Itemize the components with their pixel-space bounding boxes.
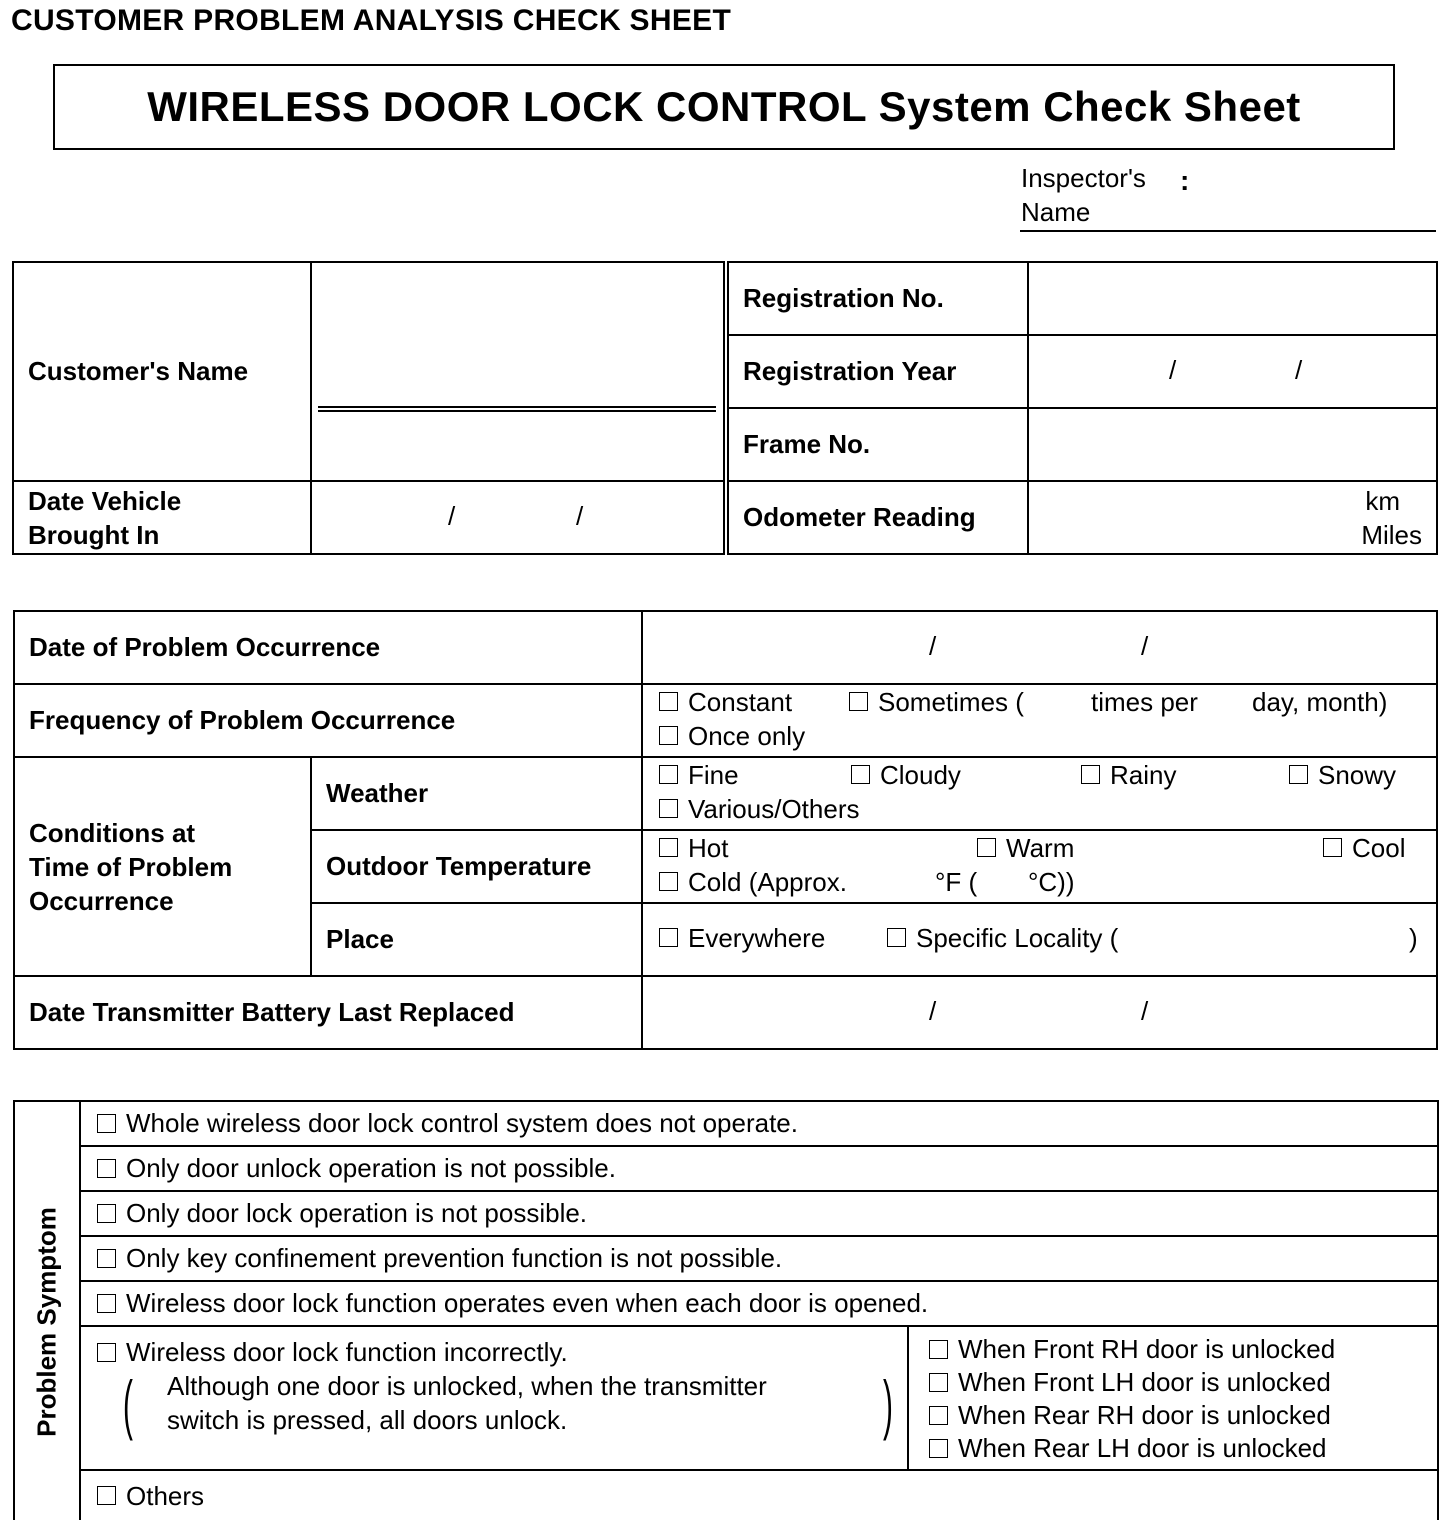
temp-celsius: °C)) bbox=[1028, 866, 1075, 897]
checkbox[interactable] bbox=[1289, 765, 1308, 784]
problem-symptom-table bbox=[13, 1100, 1439, 1520]
checkbox[interactable] bbox=[659, 928, 678, 947]
problem-symptom-label: Problem Symptom bbox=[14, 1101, 80, 1520]
weather-label: Weather bbox=[311, 757, 642, 830]
checkbox[interactable] bbox=[929, 1439, 948, 1458]
inspector-name-field[interactable] bbox=[1020, 230, 1436, 232]
inspector-name-label bbox=[1021, 161, 1146, 229]
checkbox[interactable] bbox=[659, 692, 678, 711]
freq-sometimes-option[interactable]: Sometimes ( bbox=[849, 687, 1024, 718]
checkbox[interactable] bbox=[849, 692, 868, 711]
checkbox[interactable] bbox=[97, 1249, 116, 1268]
date-occurrence-label: Date of Problem Occurrence bbox=[14, 611, 642, 684]
freq-times-per: times per bbox=[1091, 686, 1198, 717]
symptom-row[interactable]: Only door lock operation is not possible. bbox=[80, 1191, 1438, 1236]
frame-no-label: Frame No. bbox=[726, 408, 1028, 481]
symptom-incorrect-row[interactable]: Wireless door lock function incorrectly. ( Although one door is unlocked, when the transmitter switch is pressed, all doors unlock. ) bbox=[80, 1326, 908, 1470]
freq-once-option[interactable]: Once only bbox=[659, 721, 805, 752]
vehicle-info-table bbox=[12, 261, 1438, 555]
customer-name-underline bbox=[318, 406, 716, 412]
checkbox[interactable] bbox=[659, 726, 678, 745]
weather-snowy-option[interactable]: Snowy bbox=[1289, 760, 1396, 791]
date-slash: / bbox=[1295, 354, 1303, 385]
registration-year-label: Registration Year bbox=[726, 335, 1028, 408]
battery-replaced-field[interactable] bbox=[642, 976, 1437, 1049]
weather-cloudy-option[interactable]: Cloudy bbox=[851, 760, 961, 791]
symptom-row[interactable]: Only door unlock operation is not possible. bbox=[80, 1146, 1438, 1191]
title-box bbox=[53, 64, 1395, 150]
customer-name-field[interactable] bbox=[311, 262, 726, 481]
symptom-row[interactable]: Whole wireless door lock control system does not operate. bbox=[80, 1101, 1438, 1146]
checkbox[interactable] bbox=[851, 765, 870, 784]
temp-cold-option[interactable]: Cold (Approx. bbox=[659, 867, 847, 898]
checkbox[interactable] bbox=[97, 1114, 116, 1133]
customer-name-label: Customer's Name bbox=[13, 262, 311, 481]
place-everywhere-option[interactable]: Everywhere bbox=[659, 923, 825, 954]
inspector-label-line2: Name bbox=[1021, 197, 1091, 227]
door-rear-lh-option[interactable]: When Rear LH door is unlocked bbox=[929, 1432, 1421, 1465]
temp-cool-option[interactable]: Cool bbox=[1323, 833, 1405, 864]
checkbox[interactable] bbox=[97, 1486, 116, 1505]
page-title: WIRELESS DOOR LOCK CONTROL System Check Sheet bbox=[147, 83, 1301, 130]
date-brought-in-label: Date Vehicle Brought In bbox=[13, 481, 311, 554]
checkbox[interactable] bbox=[1323, 838, 1342, 857]
symptom-row[interactable]: Wireless door lock function operates even when each door is opened. bbox=[80, 1281, 1438, 1326]
weather-fine-option[interactable]: Fine bbox=[659, 760, 739, 791]
km-unit: km bbox=[1365, 485, 1400, 516]
miles-unit: Miles bbox=[1361, 519, 1422, 550]
checkbox[interactable] bbox=[1081, 765, 1100, 784]
inspector-label-line1: Inspector's bbox=[1021, 163, 1146, 193]
frequency-options bbox=[642, 684, 1437, 757]
door-rear-rh-option[interactable]: When Rear RH door is unlocked bbox=[929, 1399, 1421, 1432]
odometer-field[interactable] bbox=[1028, 481, 1437, 554]
checkbox[interactable] bbox=[97, 1294, 116, 1313]
registration-no-label: Registration No. bbox=[726, 262, 1028, 335]
date-slash: / bbox=[1141, 995, 1149, 1026]
battery-replaced-label: Date Transmitter Battery Last Replaced bbox=[14, 976, 642, 1049]
weather-various-option[interactable]: Various/Others bbox=[659, 794, 859, 825]
sheet-header: CUSTOMER PROBLEM ANALYSIS CHECK SHEET bbox=[11, 4, 732, 37]
temp-fahrenheit: °F ( bbox=[935, 866, 978, 897]
weather-rainy-option[interactable]: Rainy bbox=[1081, 760, 1176, 791]
temp-options bbox=[642, 830, 1437, 903]
checkbox[interactable] bbox=[97, 1343, 116, 1362]
freq-day-month: day, month) bbox=[1252, 686, 1388, 717]
checkbox[interactable] bbox=[97, 1204, 116, 1223]
date-slash: / bbox=[576, 500, 584, 531]
conditions-label: Conditions at Time of Problem Occurrence bbox=[14, 757, 311, 976]
checkbox[interactable] bbox=[659, 765, 678, 784]
occurrence-table bbox=[13, 610, 1438, 1050]
date-slash: / bbox=[929, 630, 937, 661]
frequency-label: Frequency of Problem Occurrence bbox=[14, 684, 642, 757]
symptom-row[interactable]: Only key confinement prevention function is not possible. bbox=[80, 1236, 1438, 1281]
weather-options bbox=[642, 757, 1437, 830]
date-slash: / bbox=[1141, 630, 1149, 661]
inspector-colon: : bbox=[1180, 165, 1190, 196]
checkbox[interactable] bbox=[659, 872, 678, 891]
place-specific-option[interactable]: Specific Locality ( bbox=[887, 923, 1118, 954]
date-slash: / bbox=[929, 995, 937, 1026]
checkbox[interactable] bbox=[929, 1373, 948, 1392]
checkbox[interactable] bbox=[97, 1159, 116, 1178]
checkbox[interactable] bbox=[929, 1340, 948, 1359]
registration-no-field[interactable] bbox=[1028, 262, 1437, 335]
date-slash: / bbox=[448, 500, 456, 531]
date-slash: / bbox=[1169, 354, 1177, 385]
door-options bbox=[908, 1326, 1438, 1470]
place-label: Place bbox=[311, 903, 642, 976]
temp-warm-option[interactable]: Warm bbox=[977, 833, 1074, 864]
checkbox[interactable] bbox=[659, 838, 678, 857]
frame-no-field[interactable] bbox=[1028, 408, 1437, 481]
checkbox[interactable] bbox=[659, 799, 678, 818]
date-occurrence-field[interactable] bbox=[642, 611, 1437, 684]
checkbox[interactable] bbox=[929, 1406, 948, 1425]
door-front-lh-option[interactable]: When Front LH door is unlocked bbox=[929, 1366, 1421, 1399]
place-close-paren: ) bbox=[1409, 922, 1418, 953]
symptom-incorrect-note: ( Although one door is unlocked, when the transmitter switch is pressed, all doors unlock. ) bbox=[123, 1367, 893, 1441]
registration-year-field[interactable] bbox=[1028, 335, 1437, 408]
outdoor-temp-label: Outdoor Temperature bbox=[311, 830, 642, 903]
place-options bbox=[642, 903, 1437, 976]
door-front-rh-option[interactable]: When Front RH door is unlocked bbox=[929, 1333, 1421, 1366]
temp-hot-option[interactable]: Hot bbox=[659, 833, 728, 864]
date-brought-in-field[interactable] bbox=[311, 481, 726, 554]
symptom-others-row[interactable]: Others bbox=[80, 1470, 1438, 1520]
freq-constant-option[interactable]: Constant bbox=[659, 687, 792, 718]
odometer-label: Odometer Reading bbox=[726, 481, 1028, 554]
checkbox[interactable] bbox=[977, 838, 996, 857]
checkbox[interactable] bbox=[887, 928, 906, 947]
